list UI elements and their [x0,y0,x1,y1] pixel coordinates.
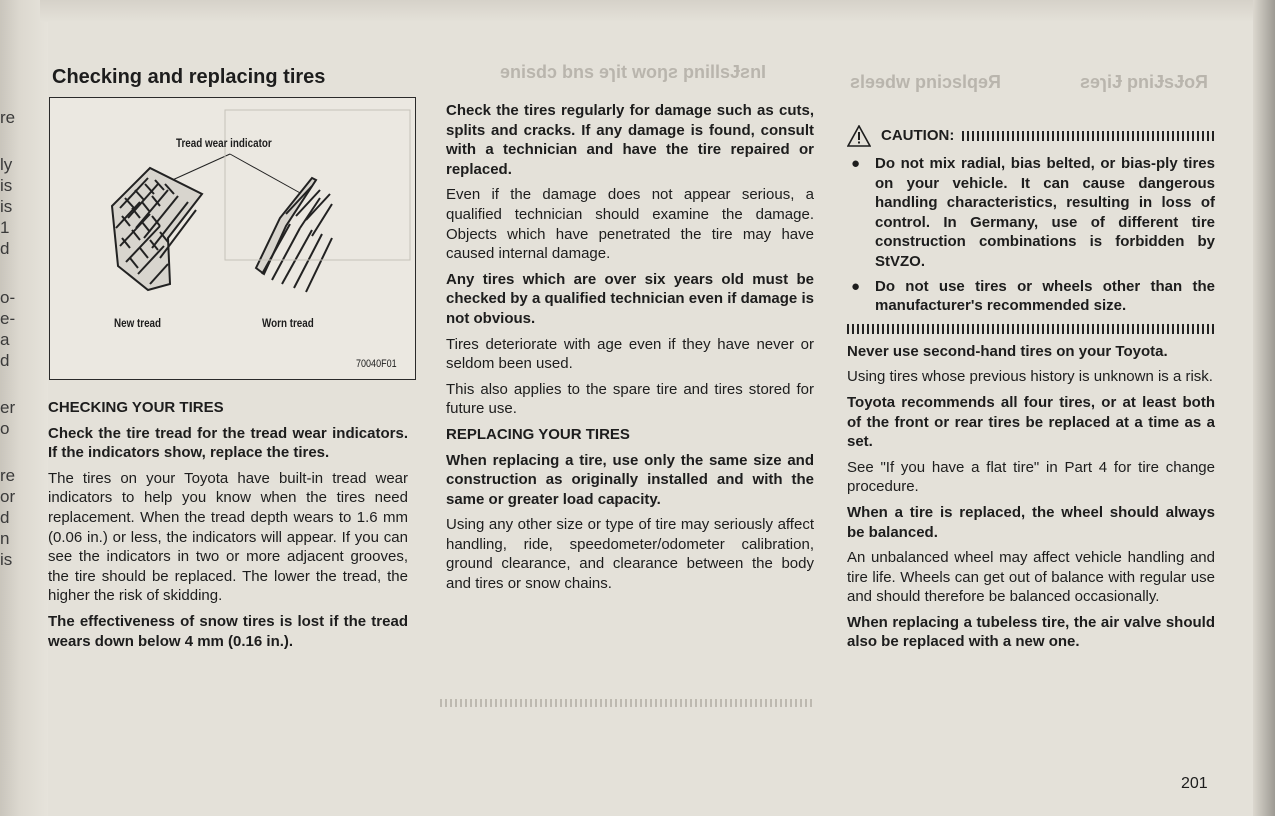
page-number: 201 [1181,775,1208,792]
bleed-through-box [225,110,410,260]
edge-fragment: re [0,466,16,485]
indicator-leader-line [168,154,230,182]
tread-wear-figure [49,97,416,380]
right-page-edge [1253,0,1275,816]
left-page-edge [0,0,48,816]
edge-fragment: a [0,330,10,349]
paragraph: Using any other size or type of tire may seriously affect handling, ride, speedometer/odometer calibration, ground clearance, and clearance between the body and tires or snow chains. [446,516,814,593]
edge-fragment: re [0,108,16,127]
tread-wear-indicator-label: Tread wear indicator [176,136,272,150]
edge-fragment: is [0,176,13,195]
replacing-tires-heading: REPLACING YOUR TIRES [446,425,630,443]
top-page-edge [40,0,1265,22]
worn-tread-label: Worn tread [262,316,314,330]
caution-dotted-rule [962,131,1215,141]
paragraph: The effectiveness of snow tires is lost if the tread wears down below 4 mm (0.16 in.). [48,612,408,650]
middle-column [446,101,814,600]
caution-item: ● Do not use tires or wheels other than the manufacturer's recommended size. [851,277,1215,315]
warning-triangle-icon [847,125,871,147]
edge-fragment: d [0,239,10,258]
right-column [847,125,1215,658]
paragraph: Any tires which are over six years old must be checked by a qualified technician even if damage is not obvious. [446,270,814,327]
figure-code: 70040F01 [356,358,397,370]
edge-fragment: or [0,487,16,506]
caution-item: ● Do not mix radial, bias belted, or bias-ply tires on your vehicle. It can cause dangerous handling characteristics, resulting in loss of control. In Germany, use of different tire construction combinations is forbidden by StVZO. [851,155,1215,270]
edge-fragment: n [0,529,10,548]
paragraph: Never use second-hand tires on your Toyota. [847,342,1168,360]
paragraph: Tires deteriorate with age even if they have never or seldom been used. [446,335,814,373]
bleed-through-text: ƨlɘɘdw pniɔslqɘЯ [850,72,1001,92]
worn-tread-graphic [256,178,332,292]
page-title: Checking and replacing tires [52,66,326,88]
paragraph: When replacing a tire, use only the same size and construction as originally installed and with the same or greater load capacity. [446,451,814,508]
indicator-leader-line [230,154,302,194]
edge-fragment: 1 [0,218,10,237]
paragraph: Check the tires regularly for damage such as cuts, splits and cracks. If any damage is found, consult with a technician and have the tire repaired or replaced. [446,102,814,178]
left-column [48,398,408,657]
caution-label: CAUTION: [881,127,955,145]
edge-fragment: ly [0,155,13,174]
paragraph: Using tires whose previous history is unknown is a risk. [847,368,1213,386]
paragraph: Toyota recommends all four tires, or at least both of the front or rear tires be replaced at a time as a set. [847,393,1215,451]
edge-fragment: d [0,351,10,370]
new-tread-label: New tread [114,316,162,330]
edge-fragment: d [0,508,10,527]
bleed-through-text: ƨɘɿiɈ pniɈsɈoЯ [1080,72,1208,92]
paragraph: An unbalanced wheel may affect vehicle handling and tire life. Wheels can get out of balance with regular use and should therefore be balanced occasionally. [847,549,1215,606]
edge-fragment: is [0,550,13,569]
caution-list [847,154,1215,316]
edge-fragment: o- [0,288,16,307]
caution-header [847,125,1215,147]
edge-fragment: is [0,197,13,216]
caution-end-rule [847,324,1215,334]
paragraph: Check the tire tread for the tread wear indicators. If the indicators show, replace the tires. [48,424,408,462]
bleed-through-text: ɘnisdɔ bns ɘɿit woŋƨ pnillsɈƨnI [500,62,767,82]
paragraph: This also applies to the spare tire and tires stored for future use. [446,380,814,418]
edge-fragment: o [0,419,10,438]
new-tread-graphic [112,168,202,290]
edge-fragment: e- [0,309,16,328]
bleed-through-rule [440,699,812,707]
paragraph: See "If you have a flat tire" in Part 4 for tire change procedure. [847,458,1215,496]
paragraph: The tires on your Toyota have built-in tread wear indicators to help you know when the tires need replacement. When the tread depth wears to 1.6 mm (0.06 in.) or less, the indicators will appear. If you can see the indicators in two or more adjacent grooves, the tire should be replaced. The lower the tread, the higher the risk of skidding. [48,469,408,605]
checking-tires-heading: CHECKING YOUR TIRES [48,399,224,416]
paragraph: Even if the damage does not appear serious, a qualified technician should examine the damage. Objects which have penetrated the tire may have caused internal damage. [446,186,814,263]
paragraph: When a tire is replaced, the wheel should always be balanced. [847,503,1215,541]
bullet-icon: ● [851,155,861,172]
bullet-icon: ● [851,277,861,295]
edge-fragment: er [0,398,16,417]
paragraph: When replacing a tubeless tire, the air valve should also be replaced with a new one. [847,613,1215,651]
